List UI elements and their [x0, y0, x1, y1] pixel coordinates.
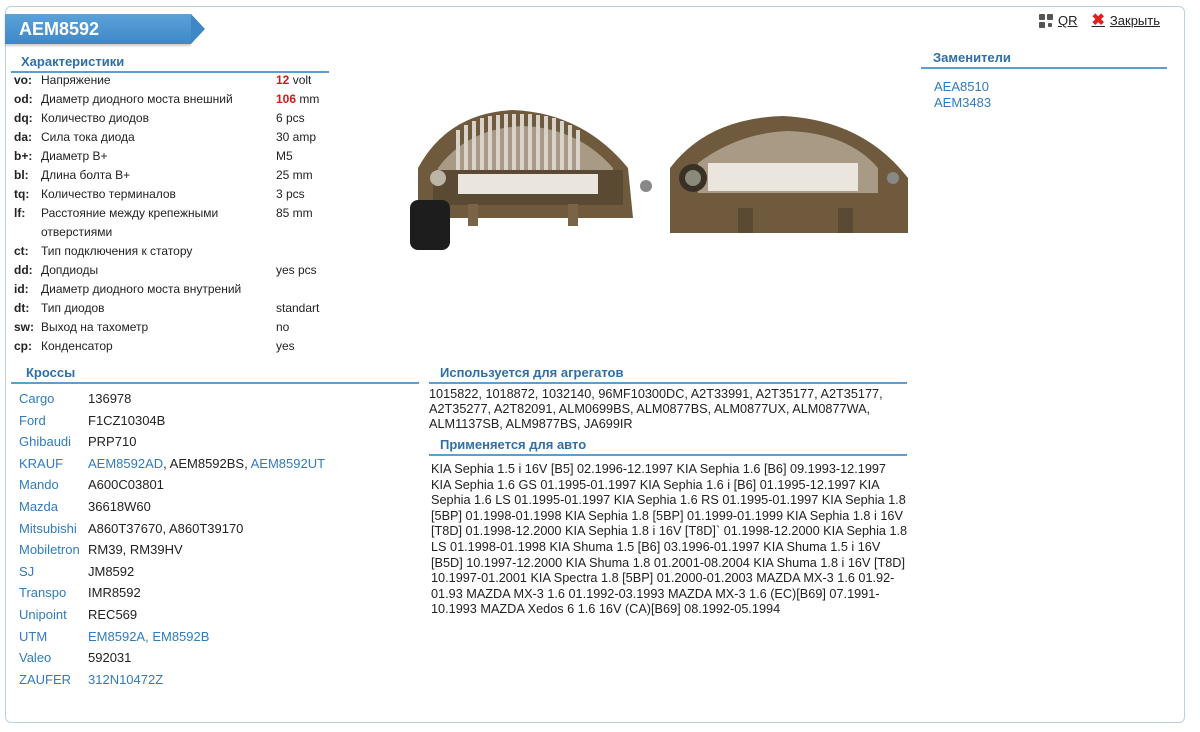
characteristic-value	[276, 318, 346, 337]
characteristic-key: lf:	[14, 206, 26, 220]
cross-part-number: JM8592	[88, 563, 135, 579]
cross-part-number: 136978	[88, 391, 132, 406]
cross-values	[88, 454, 325, 476]
cross-part-link[interactable]: AEM8592UT	[250, 455, 326, 471]
characteristic-value	[276, 185, 346, 204]
cross-values	[88, 583, 141, 605]
cars-heading: Применяется для авто	[429, 437, 907, 456]
top-actions	[1039, 13, 1160, 28]
characteristic-value-unit: yes pcs	[276, 263, 317, 277]
product-photos	[408, 108, 918, 258]
characteristic-key: od:	[14, 92, 33, 106]
characteristic-row	[14, 185, 346, 204]
cross-values	[88, 475, 164, 497]
characteristic-value-unit: volt	[292, 73, 312, 87]
cross-brand-link[interactable]: Unipoint	[19, 606, 67, 622]
characteristic-name: Тип диодов	[41, 301, 105, 315]
cross-row	[19, 627, 325, 649]
characteristic-key: dt:	[14, 301, 30, 315]
characteristic-name: Количество терминалов	[41, 187, 176, 201]
cross-part-link[interactable]: AEM8592AD	[88, 455, 164, 471]
cross-brand-link[interactable]: Ghibaudi	[19, 434, 72, 450]
characteristic-key: dq:	[14, 111, 33, 125]
cross-row	[19, 389, 325, 411]
characteristic-value	[276, 71, 346, 90]
cross-row	[19, 540, 325, 562]
substitutes-list	[934, 79, 991, 111]
cross-row	[19, 605, 325, 627]
cross-brand-link[interactable]: UTM	[19, 628, 48, 644]
characteristic-key: tq:	[14, 187, 30, 201]
cross-row	[19, 583, 325, 605]
cross-part-number: 592031	[88, 650, 132, 666]
characteristic-name: Напряжение	[41, 73, 111, 87]
characteristic-value-number: 106	[276, 92, 297, 106]
cross-brand-link[interactable]: KRAUF	[19, 455, 64, 471]
characteristic-row	[14, 90, 346, 109]
substitutes-heading: Заменители	[921, 50, 1167, 69]
cross-values	[88, 432, 136, 454]
characteristic-value-unit: no	[276, 320, 290, 334]
characteristic-key: vo:	[14, 73, 32, 87]
characteristic-name: Выход на тахометр	[41, 320, 149, 334]
characteristic-row	[14, 204, 346, 242]
characteristic-value	[276, 109, 346, 128]
cross-row	[19, 562, 325, 584]
cross-part-number: REC569	[88, 606, 138, 622]
characteristic-row	[14, 318, 346, 337]
characteristic-value	[276, 337, 346, 356]
characteristic-row	[14, 109, 346, 128]
characteristic-key: id:	[14, 282, 29, 296]
characteristic-value-unit: 85 mm	[276, 206, 313, 220]
cross-values	[88, 519, 243, 541]
characteristic-value	[276, 261, 346, 280]
characteristic-value-unit: M5	[276, 149, 293, 163]
cross-part-number: ,	[163, 455, 170, 471]
characteristic-value	[276, 147, 346, 166]
cross-values	[88, 389, 131, 411]
characteristic-value-unit: 6 pcs	[276, 111, 305, 125]
cross-values	[88, 562, 134, 584]
cross-part-number: A860T37670, A860T39170	[88, 520, 244, 536]
characteristic-name: Допдиоды	[41, 263, 99, 277]
cross-brand-link[interactable]: Mitsubishi	[19, 520, 77, 536]
cross-row	[19, 475, 325, 497]
characteristic-name: Диаметр B+	[41, 149, 108, 163]
cross-brand-link[interactable]: ZAUFER	[19, 671, 71, 687]
cross-brand-link[interactable]: Mazda	[19, 498, 59, 514]
cross-brand-link[interactable]: Mando	[19, 477, 59, 493]
characteristic-value	[276, 90, 346, 109]
cross-part-number: F1CZ10304B	[88, 412, 166, 428]
characteristic-value-unit: 25 mm	[276, 168, 313, 182]
characteristic-name: Сила тока диода	[41, 130, 135, 144]
cross-row	[19, 432, 325, 454]
characteristic-value	[276, 204, 346, 242]
crosses-table	[19, 389, 325, 691]
characteristic-name: Расстояние между крепежными отверстиями	[41, 206, 219, 239]
characteristic-value	[276, 128, 346, 147]
characteristic-value-unit: standart	[276, 301, 320, 315]
characteristic-row	[14, 261, 346, 280]
characteristic-value-number: 12	[276, 73, 290, 87]
characteristic-name: Длина болта B+	[41, 168, 131, 182]
product-title: AEM8592	[5, 14, 191, 44]
cross-values	[88, 648, 131, 670]
cross-row	[19, 648, 325, 670]
characteristic-value	[276, 280, 346, 299]
cross-row	[19, 454, 325, 476]
aggregates-heading: Используется для агрегатов	[429, 365, 907, 384]
cross-part-link[interactable]: EM8592A, EM8592B	[88, 628, 210, 644]
cross-values	[88, 627, 209, 649]
cross-brand-link[interactable]: Valeo	[19, 650, 52, 666]
cross-part-number: RM39, RM39HV	[88, 542, 183, 558]
characteristics-heading: Характеристики	[11, 54, 329, 73]
cross-part-number: ,	[244, 455, 251, 471]
diode-bridge-photo-left	[410, 110, 652, 250]
characteristic-name: Количество диодов	[41, 111, 149, 125]
cross-brand-link[interactable]: Ford	[19, 412, 46, 428]
characteristic-row	[14, 280, 346, 299]
cross-part-link[interactable]: 312N10472Z	[88, 671, 164, 687]
close-icon: ✖	[1091, 11, 1105, 29]
characteristic-name: Конденсатор	[41, 339, 113, 353]
cross-brand-link[interactable]: SJ	[19, 563, 35, 579]
characteristic-row	[14, 166, 346, 185]
characteristic-row	[14, 147, 346, 166]
cross-brand-link[interactable]: Transpo	[19, 585, 67, 601]
characteristic-value	[276, 299, 346, 318]
crosses-heading: Кроссы	[11, 365, 419, 384]
aggregates-text: 1015822, 1018872, 1032140, 96MF10300DC, A2T33991, A2T35177, A2T35177, A2T35277, A2T82091, ALM0699BS, ALM0877BS, ALM0877UX, ALM0877WA, ALM1137SB, ALM9877BS, JA699IR	[429, 387, 883, 431]
substitute-link[interactable]: AEA8510	[934, 79, 989, 94]
characteristic-key: ct:	[14, 244, 29, 258]
close-label: Закрыть	[1109, 13, 1160, 28]
cross-values	[88, 497, 151, 519]
characteristic-row	[14, 299, 346, 318]
characteristic-key: sw:	[14, 320, 35, 334]
cross-part-number: 36618W60	[88, 498, 151, 514]
substitute-link[interactable]: AEM3483	[934, 95, 992, 110]
characteristic-value	[276, 166, 346, 185]
cross-values	[88, 605, 137, 627]
cross-part-number: IMR8592	[88, 585, 141, 601]
cross-brand-link[interactable]: Cargo	[19, 391, 55, 406]
cross-brand-link[interactable]: Mobiletron	[19, 542, 80, 558]
qr-icon	[1039, 14, 1053, 28]
characteristic-value-unit: 3 pcs	[276, 187, 305, 201]
characteristic-value	[276, 242, 346, 261]
characteristic-row	[14, 337, 346, 356]
characteristic-key: dd:	[14, 263, 33, 277]
characteristic-name: Диаметр диодного моста внутрений	[41, 282, 242, 296]
diode-bridge-photo-right	[670, 116, 908, 233]
characteristic-key: da:	[14, 130, 32, 144]
close-link[interactable]	[1092, 13, 1160, 28]
cross-values	[88, 540, 183, 562]
characteristic-row	[14, 128, 346, 147]
characteristics-table	[14, 71, 346, 356]
characteristic-key: b+:	[14, 149, 33, 163]
characteristic-key: bl:	[14, 168, 29, 182]
characteristic-value-unit: yes	[276, 339, 295, 353]
cross-row	[19, 497, 325, 519]
characteristic-row	[14, 71, 346, 90]
characteristic-key: cp:	[14, 339, 32, 353]
cross-part-number: A600C03801	[88, 477, 164, 493]
cars-text: KIA Sephia 1.5 i 16V [B5] 02.1996-12.1997 KIA Sephia 1.6 [B6] 09.1993-12.1997 KIA Sephia 1.6 GS 01.1995-01.1997 KIA Sephia 1.6 i [B6] 01.1995-12.1997 KIA Sephia 1.6 LS 01.1995-01.1997 KIA Sephia 1.6 RS 01.1995-01.1997 KIA Sephia 1.8 [5BP] 01.1998-01.1998 KIA Sephia 1.8 [5BP] 01.1999-01.1999 KIA Sephia 1.8 i 16V [T8D] 01.1998-12.2000 KIA Sephia 1.8 i 16V [T8D]` 01.1998-12.2000 KIA Sephia 1.8 LS 01.1998-01.1998 KIA Shuma 1.5 [B6] 03.1996-01.1997 KIA Shuma 1.5 i 16V [B5D] 10.1997-12.2000 KIA Shuma 1.8 01.2001-08.2004 KIA Shuma 1.8 i 16V [T8D] 10.1997-01.2001 KIA Spectra 1.8 [5BP] 01.2000-01.2003 MAZDA MX-3 1.6 01.92- 01.93 MAZDA MX-3 1.6 01.1992-03.1993 MAZDA MX-3 1.6 (EC)[B69] 07.1991-10.1993 MAZDA Xedos 6 1.6 16V (CA)[B69] 08.1992-05.1994	[431, 462, 908, 617]
qr-label: QR	[1058, 13, 1078, 28]
cross-row	[19, 411, 325, 433]
cross-part-number: AEM8592BS	[169, 455, 245, 471]
cross-row	[19, 519, 325, 541]
cross-part-number: PRP710	[88, 434, 137, 450]
characteristic-name: Диаметр диодного моста внешний	[41, 92, 233, 106]
cross-values	[88, 411, 165, 433]
qr-link[interactable]	[1039, 13, 1078, 28]
characteristic-value-unit: mm	[299, 92, 320, 106]
cross-values	[88, 670, 163, 692]
characteristic-name: Тип подключения к статору	[41, 244, 193, 258]
characteristic-row	[14, 242, 346, 261]
cross-row	[19, 670, 325, 692]
characteristic-value-unit: 30 amp	[276, 130, 317, 144]
